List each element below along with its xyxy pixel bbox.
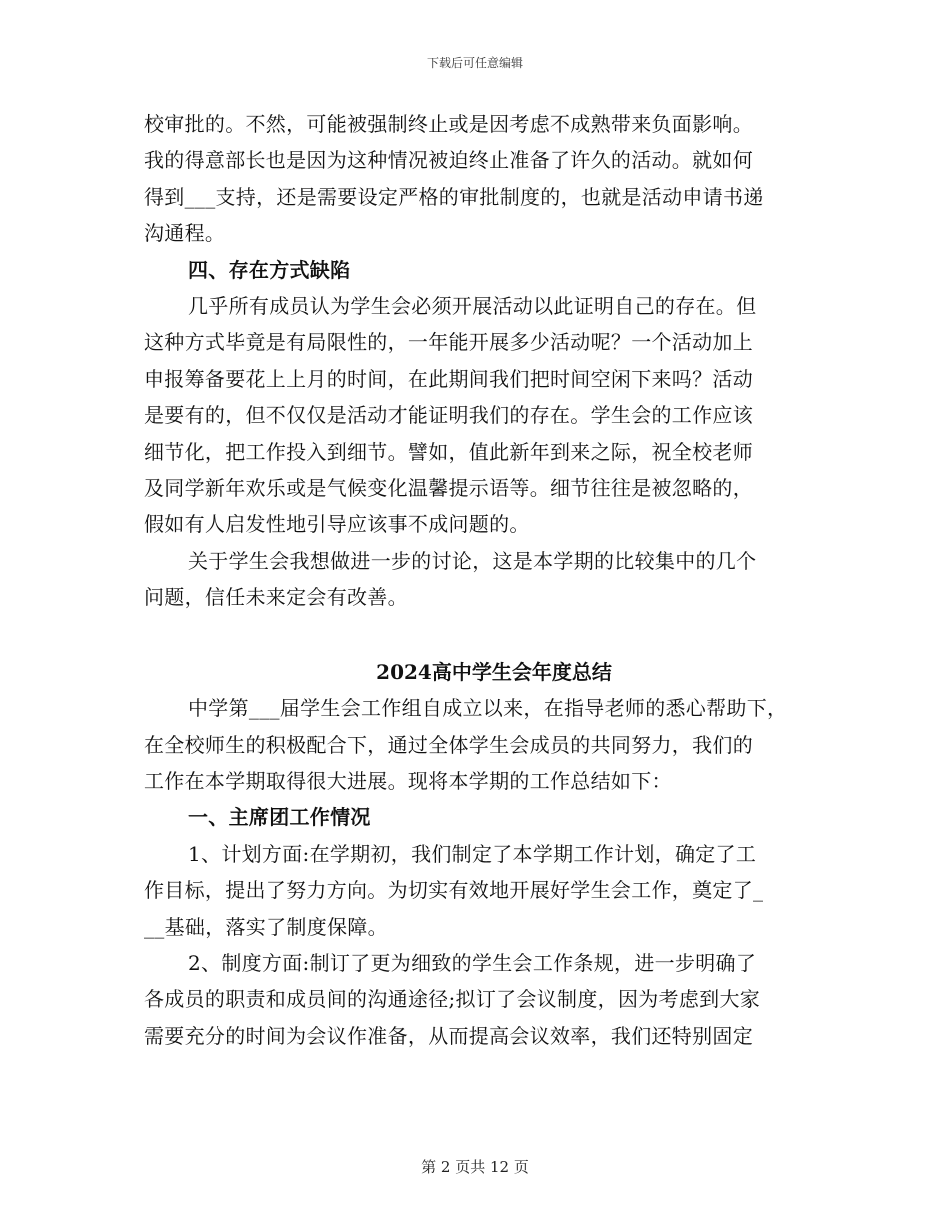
paragraph-line: 假如有人启发性地引导应该事不成问题的。 (144, 512, 530, 537)
paragraph-line: 校审批的。不然，可能被强制终止或是因考虑不成熟带来负面影响。 (144, 112, 753, 136)
paragraph-line: 沟通程。 (144, 221, 226, 246)
paragraph-line: __基础，落实了制度保障。 (144, 914, 388, 939)
paragraph-line: 细节化，把工作投入到细节。譬如，值此新年到来之际，祝全校老师 (144, 439, 753, 464)
section-heading: 四、存在方式缺陷 (188, 257, 351, 282)
paragraph-line: 在全校师生的积极配合下，通过全体学生会成员的共同努力，我们的 (144, 732, 753, 757)
paragraph-line: 作目标，提出了努力方向。为切实有效地开展好学生会工作，奠定了_ (144, 878, 764, 903)
paragraph-line: 1、计划方面:在学期初，我们制定了本学期工作计划，确定了工 (188, 841, 757, 866)
paragraph-line: 得到___支持，还是需要设定严格的审批制度的，也就是活动申请书递 (144, 184, 764, 209)
paragraph-line: 是要有的，但不仅仅是活动才能证明我们的存在。学生会的工作应该 (144, 403, 753, 428)
paragraph-line: 工作在本学期取得很大进展。现将本学期的工作总结如下： (144, 768, 672, 793)
paragraph-line: 几乎所有成员认为学生会必须开展活动以此证明自己的存在。但 (188, 294, 757, 319)
paragraph-line: 这种方式毕竟是有局限性的，一年能开展多少活动呢？一个活动加上 (144, 330, 753, 355)
paragraph-line: 问题，信任未来定会有改善。 (144, 585, 408, 610)
section-heading: 一、主席团工作情况 (188, 805, 371, 830)
paragraph-line: 关于学生会我想做进一步的讨论，这是本学期的比较集中的几个 (188, 548, 757, 573)
paragraph-line: 需要充分的时间为会议作准备，从而提高会议效率，我们还特别固定 (144, 1023, 753, 1048)
page-header: 下载后可任意编辑 (426, 56, 523, 70)
paragraph-line: 各成员的职责和成员间的沟通途径;拟订了会议制度，因为考虑到大家 (144, 987, 761, 1012)
paragraph-line: 申报筹备要花上上月的时间，在此期间我们把时间空闲下来吗？活动 (144, 366, 753, 391)
paragraph-line: 我的得意部长也是因为这种情况被迫终止准备了许久的活动。就如何 (144, 148, 753, 173)
page-footer: 第 2 页共 12 页 (421, 1158, 529, 1176)
paragraph-line: 及同学新年欢乐或是气候变化温馨提示语等。细节往往是被忽略的， (144, 476, 753, 501)
section-spacer (144, 616, 824, 654)
document-body (144, 106, 824, 1054)
document-title: 2024高中学生会年度总结 (376, 659, 612, 684)
paragraph-line: 中学第___届学生会工作组自成立以来，在指导老师的悉心帮助下， (188, 696, 788, 721)
paragraph-line: 2、制度方面:制订了更为细致的学生会工作条规，进一步明确了 (188, 950, 757, 975)
